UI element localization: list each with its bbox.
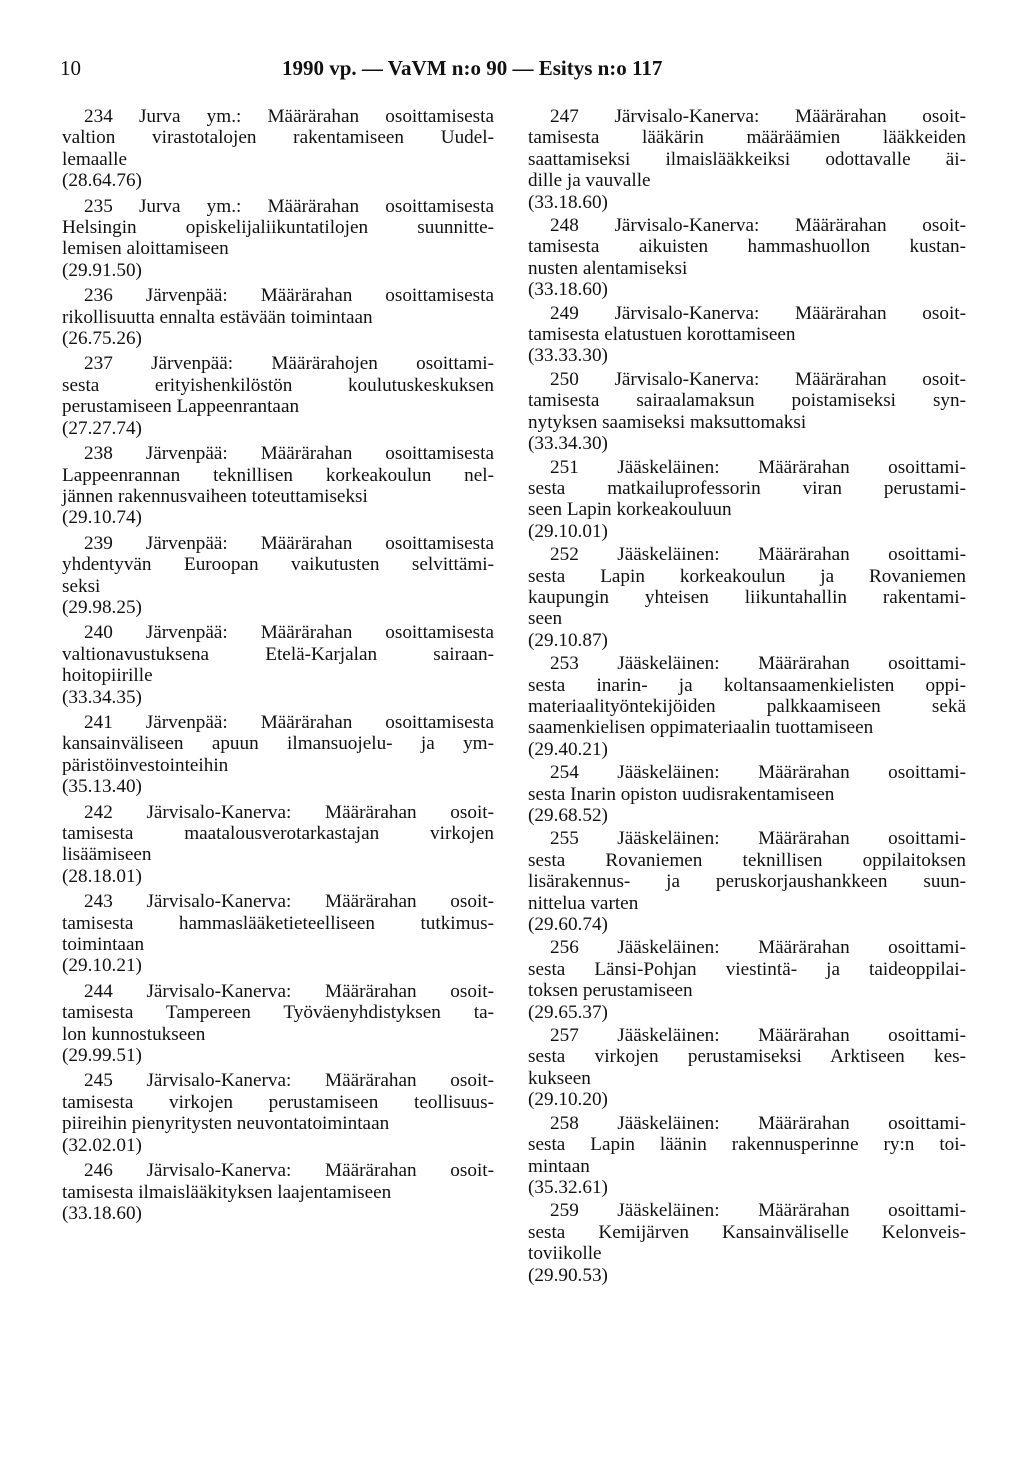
budget-code: (29.65.37) <box>528 1001 608 1023</box>
page-number: 10 <box>60 56 81 80</box>
motion-title-line: 256 Jääskeläinen: Määrärahan osoittami- <box>550 937 966 959</box>
motion-text-line: kansainväliseen apuun ilmansuojelu- ja ym- <box>62 733 494 755</box>
motion-entry <box>528 1200 966 1286</box>
motion-entry <box>528 544 966 651</box>
motion-text-line: päristöinvestointeihin <box>62 754 229 776</box>
budget-code: (29.10.87) <box>528 629 608 651</box>
motion-text-line: dille ja vauvalle <box>528 170 651 192</box>
motion-entry <box>528 762 966 826</box>
motion-title-line: 236 Järvenpää: Määrärahan osoittamisesta <box>84 285 494 307</box>
motion-title-line: 252 Jääskeläinen: Määrärahan osoittami- <box>550 544 966 566</box>
motion-title-line: 243 Järvisalo-Kanerva: Määrärahan osoit- <box>84 891 494 913</box>
budget-code: (28.64.76) <box>62 170 142 192</box>
motion-title-line: 240 Järvenpää: Määrärahan osoittamisesta <box>84 622 494 644</box>
budget-code: (29.98.25) <box>62 596 142 618</box>
motion-entry <box>62 196 494 282</box>
motion-entry <box>62 622 494 708</box>
budget-code: (29.10.20) <box>528 1089 608 1111</box>
motion-text-line: tamisesta lääkärin määräämien lääkkeiden <box>528 127 966 149</box>
motion-entry <box>62 353 494 439</box>
motion-text-line: lisärakennus- ja peruskorjaushankkeen suun- <box>528 871 966 893</box>
motion-text-line: sesta inarin- ja koltansaamenkielisten oppi- <box>528 674 966 696</box>
motion-text-line: nittelua varten <box>528 892 639 914</box>
motion-text-line: valtion virastotalojen rakentamiseen Uudel- <box>62 127 494 149</box>
motion-title-line: 258 Jääskeläinen: Määrärahan osoittami- <box>550 1112 966 1134</box>
motion-entry <box>528 1025 966 1111</box>
motion-text-line: hoitopiirille <box>62 665 153 687</box>
motion-text-line: nytyksen saamiseksi maksuttomaksi <box>528 411 807 433</box>
motion-text-line: nusten alentamiseksi <box>528 257 688 279</box>
left-column <box>62 106 494 1228</box>
motion-text-line: piireihin pienyritysten neuvontatoimintaan <box>62 1113 390 1135</box>
motion-title-line: 255 Jääskeläinen: Määrärahan osoittami- <box>550 828 966 850</box>
motion-text-line: tamisesta hammaslääketieteelliseen tutkimus- <box>62 912 494 934</box>
motion-title-line: 242 Järvisalo-Kanerva: Määrärahan osoit- <box>84 801 494 823</box>
motion-text-line: tamisesta aikuisten hammashuollon kustan- <box>528 236 966 258</box>
motion-text-line: Lappeenrannan teknillisen korkeakoulun nel- <box>62 464 494 486</box>
motion-entry <box>528 937 966 1023</box>
motion-entry <box>528 653 966 760</box>
motion-text-line: seen <box>528 608 563 630</box>
motion-text-line: materiaalityöntekijöiden palkkaamiseen sekä <box>528 695 966 717</box>
budget-code: (29.10.21) <box>62 955 142 977</box>
motion-text-line: sesta Kemijärven Kansainväliselle Kelonveis- <box>528 1221 966 1243</box>
motion-title-line: 235 Jurva ym.: Määrärahan osoittamisesta <box>84 195 494 217</box>
motion-title-line: 234 Jurva ym.: Määrärahan osoittamisesta <box>84 106 494 127</box>
budget-code: (29.99.51) <box>62 1045 142 1067</box>
motion-title-line: 244 Järvisalo-Kanerva: Määrärahan osoit- <box>84 980 494 1002</box>
motion-text-line: lon kunnostukseen <box>62 1023 206 1045</box>
motion-title-line: 257 Jääskeläinen: Määrärahan osoittami- <box>550 1025 966 1047</box>
motion-entry <box>62 981 494 1067</box>
running-header: 1990 vp. — VaVM n:o 90 — Esitys n:o 117 <box>282 56 663 80</box>
budget-code: (28.18.01) <box>62 865 142 887</box>
motion-text-line: seksi <box>62 575 101 597</box>
motion-text-line: saattamiseksi ilmaislääkkeiksi odottavalle äi- <box>528 148 966 170</box>
motion-entry <box>62 712 494 798</box>
budget-code: (33.34.35) <box>62 686 142 708</box>
motion-text-line: sesta matkailuprofessorin viran perustami- <box>528 477 966 499</box>
motion-entry <box>528 1113 966 1199</box>
motion-text-line: sesta erityishenkilöstön koulutuskeskuksen <box>62 374 494 396</box>
motion-entry <box>528 457 966 543</box>
motion-text-line: tamisesta virkojen perustamiseen teollisuus- <box>62 1091 494 1113</box>
motion-title-line: 254 Jääskeläinen: Määrärahan osoittami- <box>550 762 966 784</box>
budget-code: (33.33.30) <box>528 345 608 367</box>
motion-text-line: perustamiseen Lappeenrantaan <box>62 396 300 418</box>
right-column <box>528 106 966 1288</box>
motion-text-line: tamisesta maatalousverotarkastajan virkojen <box>62 823 494 844</box>
motion-text-line: sesta Rovaniemen teknillisen oppilaitoksen <box>528 849 966 871</box>
motion-entry <box>62 443 494 529</box>
budget-code: (29.60.74) <box>528 914 608 936</box>
motion-text-line: lisäämiseen <box>62 844 152 866</box>
motion-text-line: Helsingin opiskelijaliikuntatilojen suunnitte- <box>62 217 494 239</box>
motion-text-line: saamenkielisen oppimateriaalin tuottamiseen <box>528 717 874 739</box>
budget-code: (33.18.60) <box>528 191 608 213</box>
motion-title-line: 248 Järvisalo-Kanerva: Määrärahan osoit- <box>550 215 966 237</box>
motion-entry <box>62 285 494 349</box>
budget-code: (35.32.61) <box>528 1176 608 1198</box>
motion-text-line: lemaalle <box>62 148 127 170</box>
motion-entry <box>528 215 966 301</box>
motion-title-line: 246 Järvisalo-Kanerva: Määrärahan osoit- <box>84 1160 494 1182</box>
motion-entry <box>62 1070 494 1156</box>
budget-code: (29.10.01) <box>528 520 608 542</box>
budget-code: (33.18.60) <box>528 279 608 301</box>
motion-text-line: tamisesta ilmaislääkityksen laajentamiseen <box>62 1181 392 1203</box>
budget-code: (26.75.26) <box>62 328 142 350</box>
motion-text-line: sesta Inarin opiston uudisrakentamiseen <box>528 783 835 805</box>
motion-title-line: 259 Jääskeläinen: Määrärahan osoittami- <box>550 1200 966 1222</box>
motion-title-line: 239 Järvenpää: Määrärahan osoittamisesta <box>84 532 494 554</box>
motion-entry <box>62 533 494 619</box>
motion-text-line: kaupungin yhteisen liikuntahallin rakentami- <box>528 586 966 608</box>
motion-text-line: yhdentyvän Euroopan vaikutusten selvittämi- <box>62 554 494 576</box>
budget-code: (33.34.30) <box>528 433 608 455</box>
motion-title-line: 249 Järvisalo-Kanerva: Määrärahan osoit- <box>550 302 966 324</box>
budget-code: (35.13.40) <box>62 776 142 798</box>
motion-title-line: 247 Järvisalo-Kanerva: Määrärahan osoit- <box>550 106 966 127</box>
motion-entry <box>528 828 966 935</box>
budget-code: (29.91.50) <box>62 259 142 281</box>
budget-code: (33.18.60) <box>62 1202 142 1224</box>
motion-text-line: tamisesta Tampereen Työväenyhdistyksen ta- <box>62 1002 494 1024</box>
budget-code: (29.40.21) <box>528 738 608 760</box>
motion-entry <box>528 369 966 455</box>
motion-text-line: kukseen <box>528 1067 591 1089</box>
budget-code: (27.27.74) <box>62 417 142 439</box>
motion-text-line: tamisesta elatustuen korottamiseen <box>528 324 796 346</box>
motion-text-line: toviikolle <box>528 1243 602 1265</box>
motion-title-line: 251 Jääskeläinen: Määrärahan osoittami- <box>550 456 966 478</box>
motion-text-line: valtionavustuksena Etelä-Karjalan sairaan- <box>62 643 494 665</box>
motion-entry <box>528 106 966 213</box>
motion-title-line: 245 Järvisalo-Kanerva: Määrärahan osoit- <box>84 1070 494 1092</box>
motion-title-line: 253 Jääskeläinen: Määrärahan osoittami- <box>550 653 966 675</box>
motion-text-line: seen Lapin korkeakouluun <box>528 499 732 521</box>
motion-entry <box>62 1160 494 1224</box>
motion-text-line: rikollisuutta ennalta estävään toimintaan <box>62 306 373 328</box>
budget-code: (29.90.53) <box>528 1264 608 1286</box>
motion-entry <box>528 303 966 367</box>
motion-text-line: jännen rakennusvaiheen toteuttamiseksi <box>62 485 368 507</box>
motion-text-line: mintaan <box>528 1155 590 1177</box>
budget-code: (29.10.74) <box>62 507 142 529</box>
motion-text-line: toimintaan <box>62 934 145 956</box>
motion-title-line: 237 Järvenpää: Määrärahojen osoittami- <box>84 353 494 375</box>
motion-title-line: 238 Järvenpää: Määrärahan osoittamisesta <box>84 443 494 465</box>
motion-entry <box>62 802 494 888</box>
motion-title-line: 250 Järvisalo-Kanerva: Määrärahan osoit- <box>550 368 966 390</box>
budget-code: (32.02.01) <box>62 1134 142 1156</box>
motion-text-line: sesta virkojen perustamiseksi Arktiseen kes- <box>528 1046 966 1068</box>
budget-code: (29.68.52) <box>528 805 608 826</box>
motion-title-line: 241 Järvenpää: Määrärahan osoittamisesta <box>84 711 494 733</box>
motion-entry <box>62 106 494 192</box>
motion-text-line: sesta Lapin korkeakoulun ja Rovaniemen <box>528 565 966 587</box>
motion-text-line: sesta Lapin läänin rakennusperinne ry:n toi- <box>528 1134 966 1156</box>
motion-text-line: toksen perustamiseen <box>528 980 693 1002</box>
motion-text-line: sesta Länsi-Pohjan viestintä- ja taideoppilai- <box>528 958 966 980</box>
motion-text-line: tamisesta sairaalamaksun poistamiseksi syn- <box>528 390 966 412</box>
motion-text-line: lemisen aloittamiseen <box>62 238 229 260</box>
motion-entry <box>62 891 494 977</box>
